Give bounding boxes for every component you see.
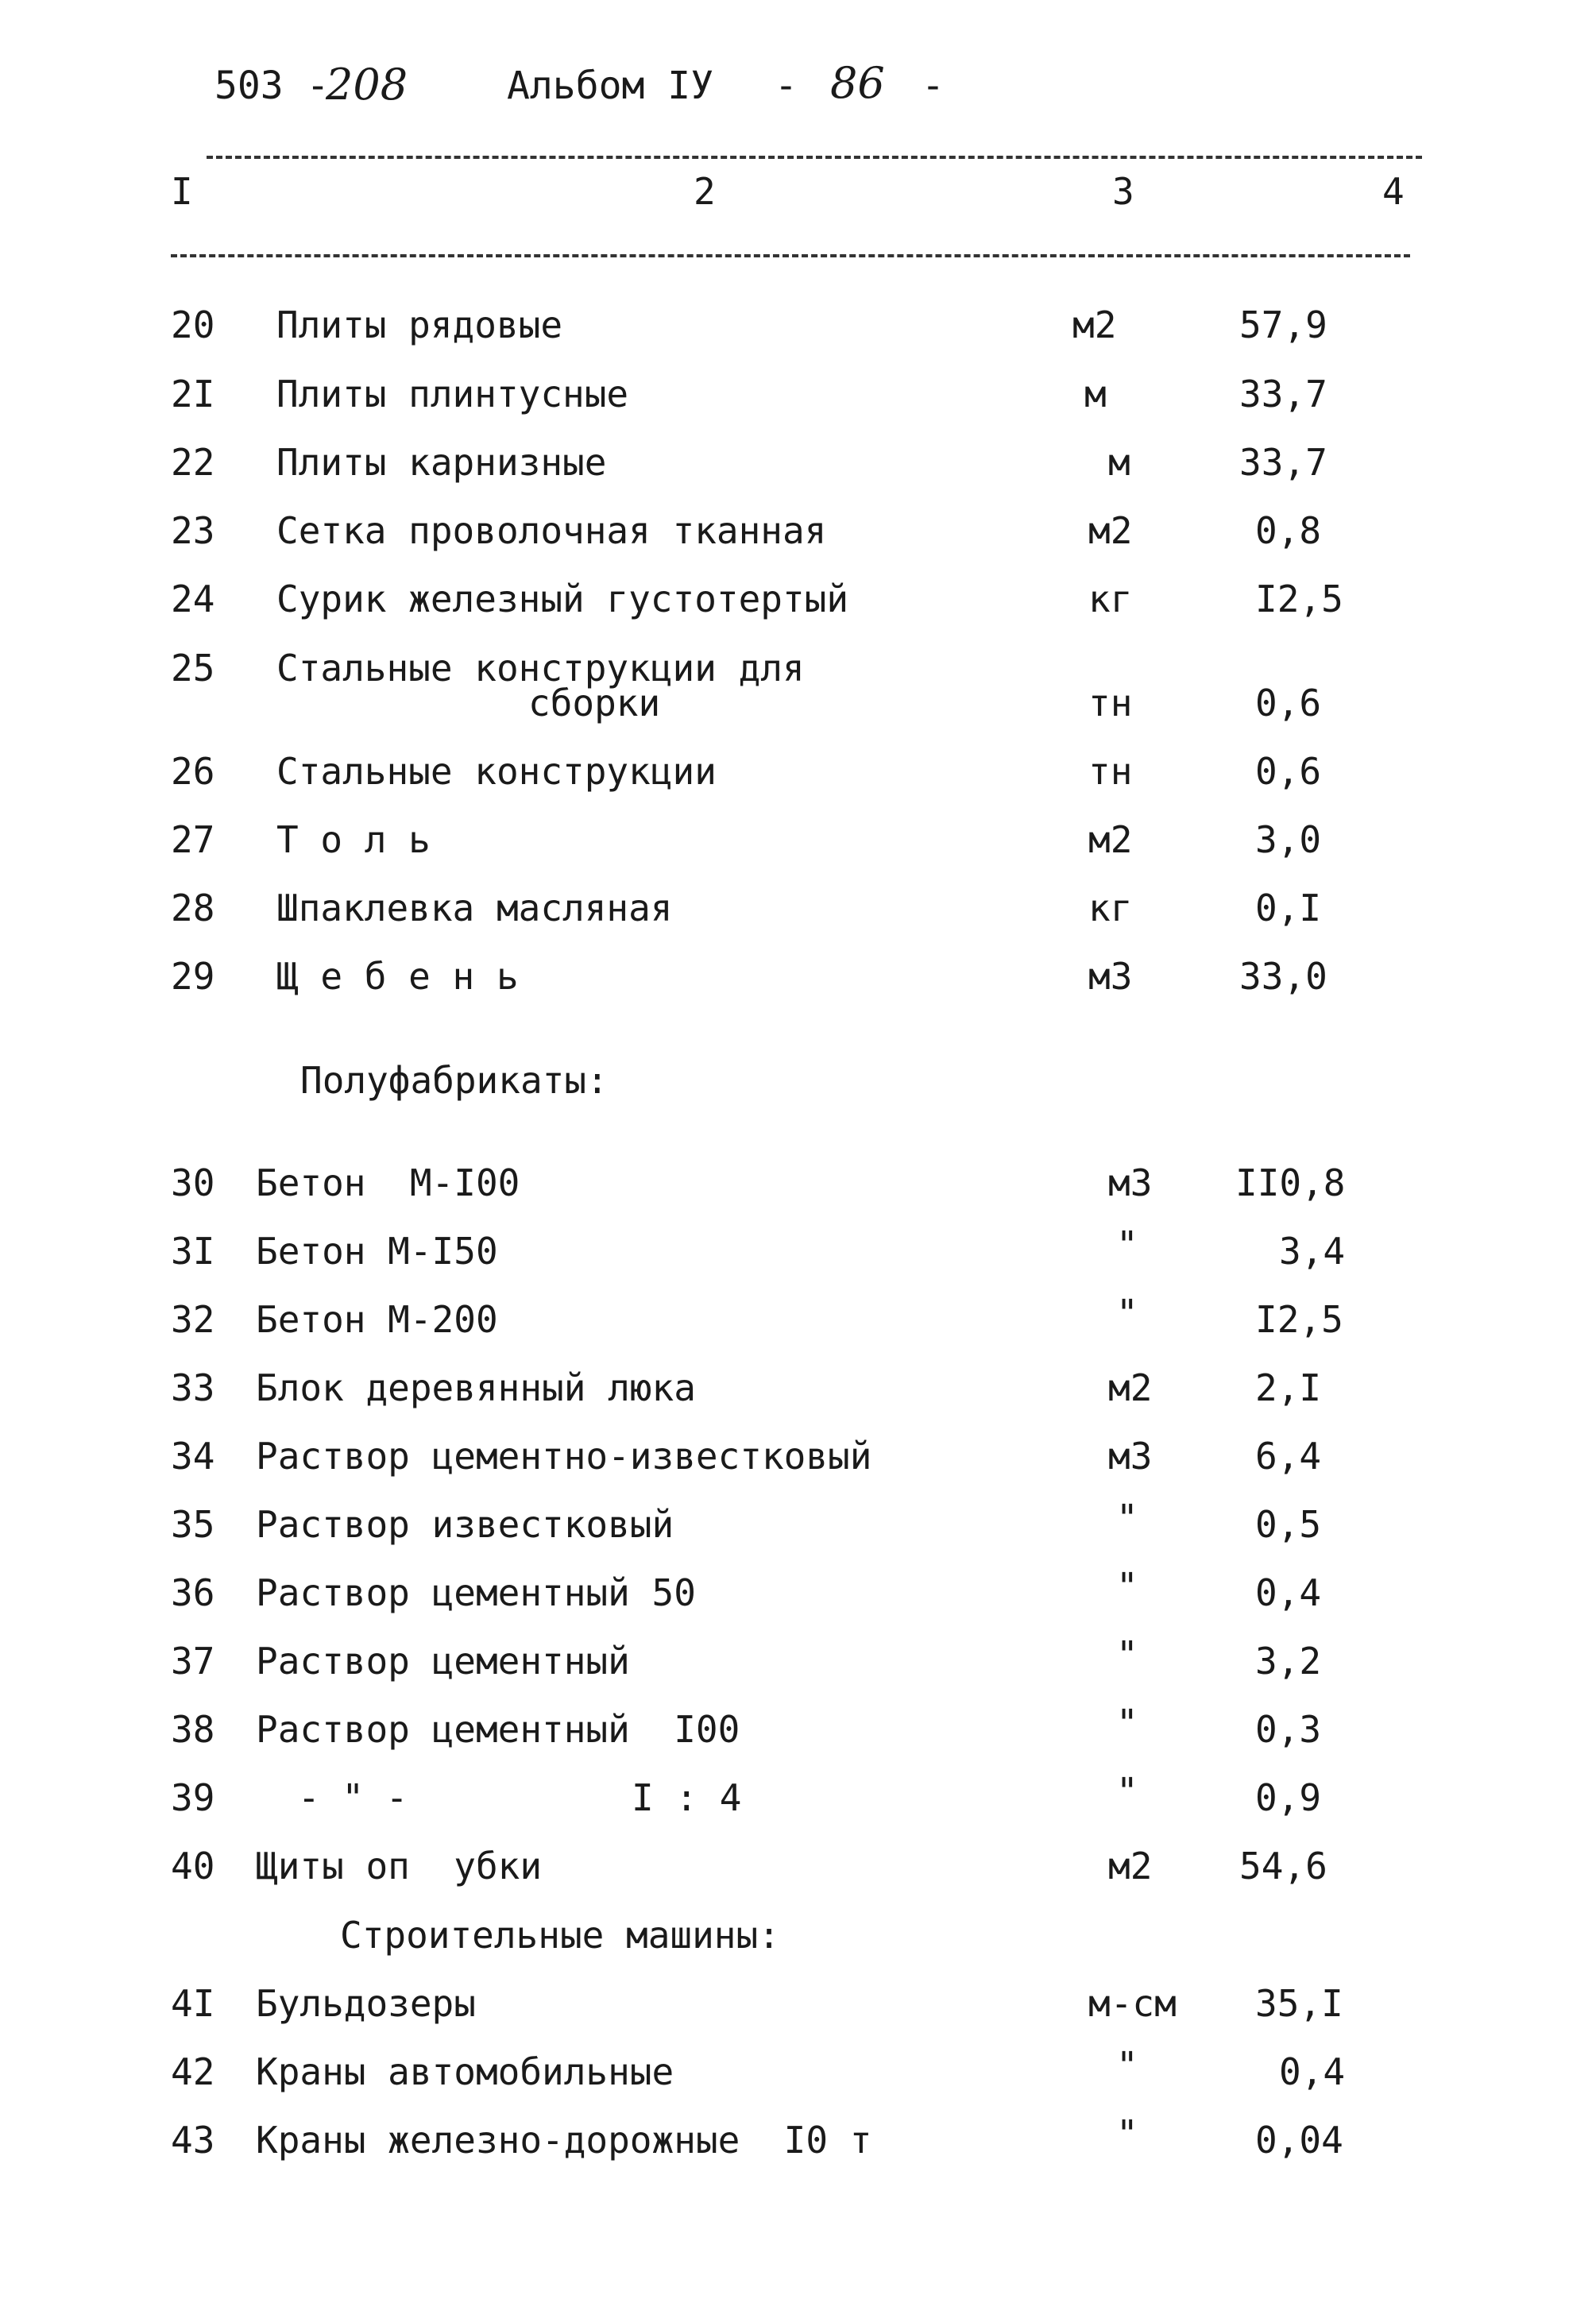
- row-number: 43: [171, 2119, 215, 2162]
- row-number: 33: [171, 1366, 215, 1409]
- row-name: Плиты карнизные: [276, 441, 607, 484]
- row-name: Раствор цементно-известковый: [256, 1435, 872, 1478]
- row-unit: тн: [1088, 682, 1133, 724]
- row-quantity: 0,4: [1279, 2050, 1346, 2093]
- row-number: 34: [171, 1435, 215, 1478]
- row-name: Сурик железный густотертый: [276, 578, 849, 620]
- section-heading-machines: Строительные машины:: [340, 1914, 780, 1957]
- row-quantity: 0,6: [1255, 682, 1322, 724]
- row-name: Плиты плинтусные: [276, 373, 629, 415]
- row-name: Краны автомобильные: [256, 2050, 674, 2093]
- row-quantity: 35,I: [1255, 1982, 1343, 2025]
- page-dash-right: -: [922, 64, 945, 108]
- row-number: 38: [171, 1708, 215, 1751]
- row-name: Т о л ь: [276, 818, 431, 861]
- row-number: 37: [171, 1640, 215, 1683]
- row-unit: м: [1084, 373, 1107, 415]
- header-rule-bottom: [171, 254, 1410, 257]
- row-quantity: 33,0: [1239, 955, 1327, 998]
- row-number: 24: [171, 578, 215, 620]
- row-quantity: 3,4: [1279, 1230, 1346, 1273]
- row-name: Бетон М-I50: [256, 1230, 498, 1273]
- row-quantity: 0,3: [1255, 1708, 1322, 1751]
- row-name: Краны железно-дорожные I0 т: [256, 2119, 872, 2162]
- row-unit-ditto: ": [1116, 1223, 1138, 1266]
- row-name: Бульдозеры: [256, 1982, 476, 2025]
- row-quantity: 57,9: [1239, 303, 1327, 346]
- row-unit-ditto: ": [1116, 1292, 1138, 1335]
- row-unit: м2: [1072, 303, 1117, 346]
- row-unit-ditto: ": [1116, 1770, 1138, 1813]
- row-quantity: 33,7: [1239, 373, 1327, 415]
- row-number: 26: [171, 750, 215, 793]
- row-quantity: 0,9: [1255, 1776, 1322, 1819]
- row-unit: м2: [1088, 509, 1133, 552]
- row-name-ditto: - " -: [298, 1776, 408, 1819]
- column-4-header: 4: [1382, 170, 1405, 213]
- row-quantity: I2,5: [1255, 1298, 1343, 1341]
- row-name: Блок деревянный люка: [256, 1366, 696, 1409]
- row-quantity: 33,7: [1239, 441, 1327, 484]
- row-number: 27: [171, 818, 215, 861]
- header-rule-top: [207, 156, 1422, 159]
- row-quantity: 3,2: [1255, 1640, 1322, 1683]
- row-unit: м3: [1108, 1161, 1153, 1204]
- row-number: 4I: [171, 1982, 215, 2025]
- row-number: 40: [171, 1845, 215, 1887]
- row-number: 29: [171, 955, 215, 998]
- row-quantity: 0,4: [1255, 1571, 1322, 1614]
- row-quantity: 0,04: [1255, 2119, 1343, 2162]
- row-number: 2I: [171, 373, 215, 415]
- row-quantity: 6,4: [1255, 1435, 1322, 1478]
- row-unit-ditto: ": [1116, 1497, 1138, 1540]
- row-name: Бетон М-200: [256, 1298, 498, 1341]
- row-name: Стальные конструкции: [276, 750, 717, 793]
- row-number: 32: [171, 1298, 215, 1341]
- row-number: 30: [171, 1161, 215, 1204]
- row-quantity: 3,0: [1255, 818, 1322, 861]
- row-unit-ditto: ": [1116, 2112, 1138, 2155]
- row-number: 42: [171, 2050, 215, 2093]
- row-unit: м-см: [1088, 1982, 1177, 2025]
- row-unit: м2: [1108, 1845, 1153, 1887]
- row-unit-ditto: ": [1116, 2044, 1138, 2087]
- row-unit: м3: [1088, 955, 1133, 998]
- row-unit-ditto: ": [1116, 1702, 1138, 1745]
- row-name: Шпаклевка масляная: [276, 887, 673, 929]
- row-quantity: 0,5: [1255, 1503, 1322, 1546]
- row-quantity: 54,6: [1239, 1845, 1327, 1887]
- row-number: 36: [171, 1571, 215, 1614]
- row-unit: м2: [1088, 818, 1133, 861]
- row-unit: м2: [1108, 1366, 1153, 1409]
- row-quantity: II0,8: [1235, 1161, 1346, 1204]
- row-unit: кг: [1088, 887, 1133, 929]
- row-unit: м3: [1108, 1435, 1153, 1478]
- row-number: 22: [171, 441, 215, 484]
- row-ratio: I : 4: [632, 1776, 742, 1819]
- row-name-continuation: сборки: [528, 682, 661, 724]
- page-dash-left: -: [775, 64, 798, 108]
- doc-code-suffix: 208: [326, 60, 408, 110]
- row-unit: кг: [1088, 578, 1133, 620]
- column-2-header: 2: [694, 170, 716, 213]
- row-name: Раствор известковый: [256, 1503, 674, 1546]
- row-name: Сетка проволочная тканная: [276, 509, 827, 552]
- row-number: 25: [171, 647, 215, 690]
- row-quantity: 0,6: [1255, 750, 1322, 793]
- row-number: 3I: [171, 1230, 215, 1273]
- row-name: Щ е б е н ь: [276, 955, 519, 998]
- row-number: 39: [171, 1776, 215, 1819]
- row-number: 20: [171, 303, 215, 346]
- album-label: Альбом IУ: [507, 64, 714, 108]
- column-1-header: I: [171, 170, 193, 213]
- row-name: Раствор цементный: [256, 1640, 630, 1683]
- doc-code: 503 -: [214, 64, 330, 108]
- row-unit: м: [1108, 441, 1130, 484]
- page-number: 86: [830, 58, 885, 108]
- row-number: 23: [171, 509, 215, 552]
- row-name: Плиты рядовые: [276, 303, 563, 346]
- row-quantity: 0,8: [1255, 509, 1322, 552]
- row-number: 35: [171, 1503, 215, 1546]
- row-name: Раствор цементный 50: [256, 1571, 696, 1614]
- row-unit-ditto: ": [1116, 1633, 1138, 1676]
- row-unit-ditto: ": [1116, 1565, 1138, 1608]
- row-name: Бетон М-I00: [256, 1161, 520, 1204]
- row-quantity: 0,I: [1255, 887, 1322, 929]
- section-heading-semi-finished: Полуфабрикаты:: [300, 1059, 609, 1102]
- column-3-header: 3: [1112, 170, 1134, 213]
- row-quantity: I2,5: [1255, 578, 1343, 620]
- row-number: 28: [171, 887, 215, 929]
- row-name: Щиты оп убки: [256, 1845, 543, 1887]
- row-unit: тн: [1088, 750, 1133, 793]
- row-name: Стальные конструкции для: [276, 647, 805, 690]
- row-quantity: 2,I: [1255, 1366, 1322, 1409]
- row-name: Раствор цементный I00: [256, 1708, 740, 1751]
